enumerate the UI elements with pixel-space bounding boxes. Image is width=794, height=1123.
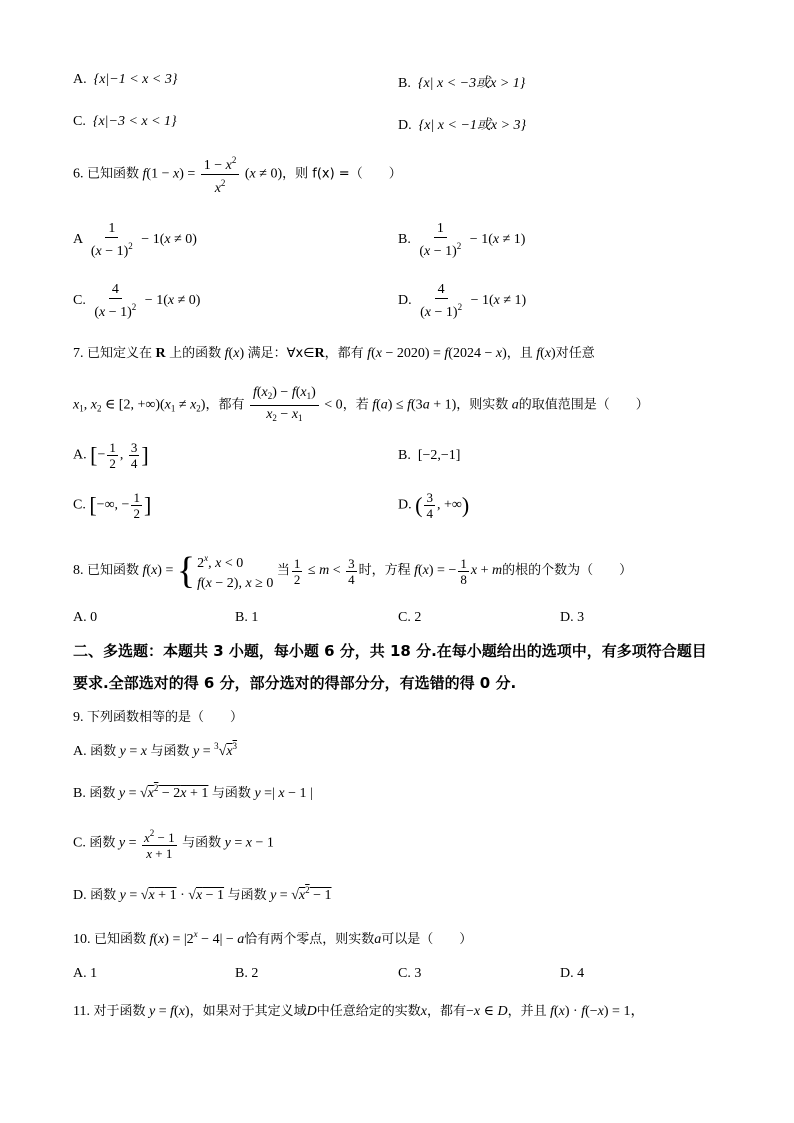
stem-text: 与函数 [227,888,267,903]
section-heading-line2: 要求.全部选对的得 6 分，部分选对的得部分分，有选错的得 0 分. [73,674,517,692]
fraction: $\frac{1 - x^2}{x^2}$ [201,152,240,197]
stem-text: 已知函数 [87,563,140,579]
stem-text: 当 [276,563,290,579]
option-label: B. [235,966,248,981]
option-text: 4 [577,966,585,981]
q5-option-a[interactable] [73,72,177,88]
stem-text: 的根的个数为（ ） [502,563,633,579]
option-text: {x| x < −1或x > 3} [418,118,527,133]
q5-option-c[interactable] [73,114,177,130]
stem-text: 对于函数 [93,1004,146,1019]
stem-text: ，都有 [324,346,364,361]
stem-text: 中任意给定的实数 [316,1004,421,1019]
stem-text: ，则实数 [456,397,509,413]
q10-option-c[interactable] [398,966,421,982]
stem-text: 已知定义在 [87,346,153,361]
question-number: 9. [73,710,84,725]
stem-text: 时，方程 [358,563,411,579]
option-label: A. [73,447,87,463]
q8-option-a[interactable] [73,610,97,626]
stem-text: 与函数 [182,835,222,851]
q6-option-d[interactable]: D. $\frac{4}{(x - 1)^2}$ − 1(x ≠ 1) [398,282,527,320]
option-label: C. [398,610,411,625]
stem-text: 下列函数相等的是（ ） [87,710,244,725]
stem-text: 恰有两个零点，则实数 [244,932,375,947]
q7-stem-line1: 7. 已知定义在 R 上的函数 f(x) 满足：∀x∈R，都有 f(x − 2020) = f(2024 − x)，且 f(x)对任意 [73,346,595,361]
q5-option-d[interactable] [398,114,526,134]
q9-option-d[interactable]: D. 函数 y = √x + 1 · √x − 1 与函数 $y = √x^2 - 1$ [73,885,332,903]
option-label: B. [398,76,411,91]
piecewise-function: { 2$^x$, x < 0 f(x − 2), x ≥ 0 [176,550,274,592]
q8-option-d[interactable] [560,610,584,626]
option-text: 1 [251,610,259,625]
stem-text: 可以是（ ） [381,932,473,947]
q9-option-a[interactable]: A. 函数 y = x 与函数 $y = ^3√x^3$ [73,741,238,759]
q7-option-c[interactable]: C. [−∞, − $\frac{1}{2}$ ] [73,490,152,521]
q9-option-b[interactable]: B. 函数 $y = √x^2 - 2x + 1$ 与函数 y =| x − 1 | [73,783,313,801]
option-label: D. [73,888,87,903]
stem-text: 函数 [89,835,116,851]
q6-option-b[interactable]: B. $\frac{1}{(x - 1)^2}$ − 1(x ≠ 1) [398,221,526,259]
q7-option-d[interactable]: D. ( $\frac{3}{4}$ , +∞) [398,490,470,521]
option-label: D. [398,118,412,133]
option-label: A. [73,744,87,759]
stem-text: 对任意 [555,346,595,361]
q8-option-b[interactable] [235,610,258,626]
stem-text: 与函数 [150,744,190,759]
section-heading-line1: 二、多选题：本题共 3 小题，每小题 6 分，共 18 分.在每小题给出的选项中，有多项符合题目 [73,642,707,660]
stem-text: 上的函数 [169,346,222,361]
option-label: A [73,232,83,248]
stem-text: ，都有 [205,397,245,413]
q8-option-c[interactable] [398,610,421,626]
option-text: 2 [251,966,259,981]
stem-text: ，若 [342,397,369,413]
q9-stem [73,706,243,726]
stem-text: 的取值范围是（ ） [518,397,649,413]
option-text: {x| x < −3或x > 1} [417,76,526,91]
stem-text: 函数 [90,744,117,759]
ask-text: ，则 f(x) =（ ） [282,166,402,182]
stem-text: 函数 [89,786,116,801]
option-label: C. [398,966,411,981]
stem-text: 函数 [90,888,117,903]
option-label: B. [73,786,86,801]
option-label: D. [398,293,412,309]
option-label: D. [398,497,412,513]
stem-text: 与函数 [211,786,251,801]
stem-text: 已知函数 [94,932,147,947]
stem-text: ，并且 [507,1004,547,1019]
question-number: 10. [73,932,91,947]
q10-option-d[interactable] [560,966,584,982]
q10-stem: 10. 已知函数 $f(x) = |2^x - 4| - a$恰有两个零点，则实数a可以是（ ） [73,929,473,947]
stem-text: ，且 [506,346,533,361]
option-text: [−2,−1] [417,448,461,463]
q7-stem-line2: $x_1$, $x_2$ ∈ [2, $+\infty)(x_1 \ne x_2)$，都有 $\frac{f(x_2) - f(x_1)}{x_2 - x_1}$ < 0，若 f(a) ≤ f(3a + 1)，则实数 a的取值范围是（ ） [73,385,649,423]
q7-option-a[interactable]: A. [− $\frac{1}{2}$ , $\frac{3}{4}$ ] [73,440,149,471]
option-text: 1 [90,966,98,981]
q9-option-c[interactable]: C. 函数 y = $\frac{x^2 - 1}{x + 1}$ 与函数 y = x − 1 [73,828,274,861]
stem-text: ，如果对于其定义域 [189,1004,307,1019]
q7-option-b[interactable] [398,448,460,464]
option-text: 0 [90,610,98,625]
option-label: B. [235,610,248,625]
option-label: C. [73,497,86,513]
q5-option-b[interactable] [398,72,525,92]
q11-stem: 11. 对于函数 y = f(x)，如果对于其定义域D中任意给定的实数x，都有−x ∈ D，并且 f(x) · f(−x) = 1， [73,1004,645,1019]
question-number: 8. [73,563,84,579]
q10-option-b[interactable] [235,966,258,982]
option-label: A. [73,72,87,87]
q10-option-a[interactable] [73,966,97,982]
option-label: B. [398,448,411,463]
question-number: 7. [73,346,84,361]
option-text: {x|−1 < x < 3} [93,72,178,87]
q6-option-a[interactable]: A $\frac{1}{(x - 1)^2}$ − 1(x ≠ 0) [73,221,197,259]
question-number: 11. [73,1004,90,1019]
option-text: 2 [414,610,422,625]
option-text: 3 [577,610,585,625]
stem-text: 已知函数 [87,166,140,182]
option-label: A. [73,966,87,981]
q8-stem: 8. 已知函数 f(x) = { 2$^x$, x < 0 f(x − 2), x ≥ 0 当 $\frac{1}{2}$ ≤ m < $\frac{3}{4}$ 时，方程 f(x) = − $\frac{1}{8}$ x + m的根的个数为（ ） [73,550,633,592]
option-text: 3 [414,966,422,981]
stem-text: ，都有 [426,1004,466,1019]
question-number: 6. [73,166,84,182]
option-label: A. [73,610,87,625]
q6-option-c[interactable]: C. $\frac{4}{(x - 1)^2}$ − 1(x ≠ 0) [73,282,201,320]
option-label: D. [560,966,574,981]
stem-text: 满足：∀x∈ [247,346,315,361]
option-text: {x|−3 < x < 1} [92,114,177,129]
option-label: C. [73,293,86,309]
option-label: D. [560,610,574,625]
q6-stem: 6. 已知函数 f(1 − x) = $\frac{1 - x^2}{x^2}$ (x ≠ 0)，则 f(x) =（ ） [73,152,402,197]
option-label: C. [73,114,86,129]
option-label: B. [398,232,411,248]
option-label: C. [73,835,86,851]
